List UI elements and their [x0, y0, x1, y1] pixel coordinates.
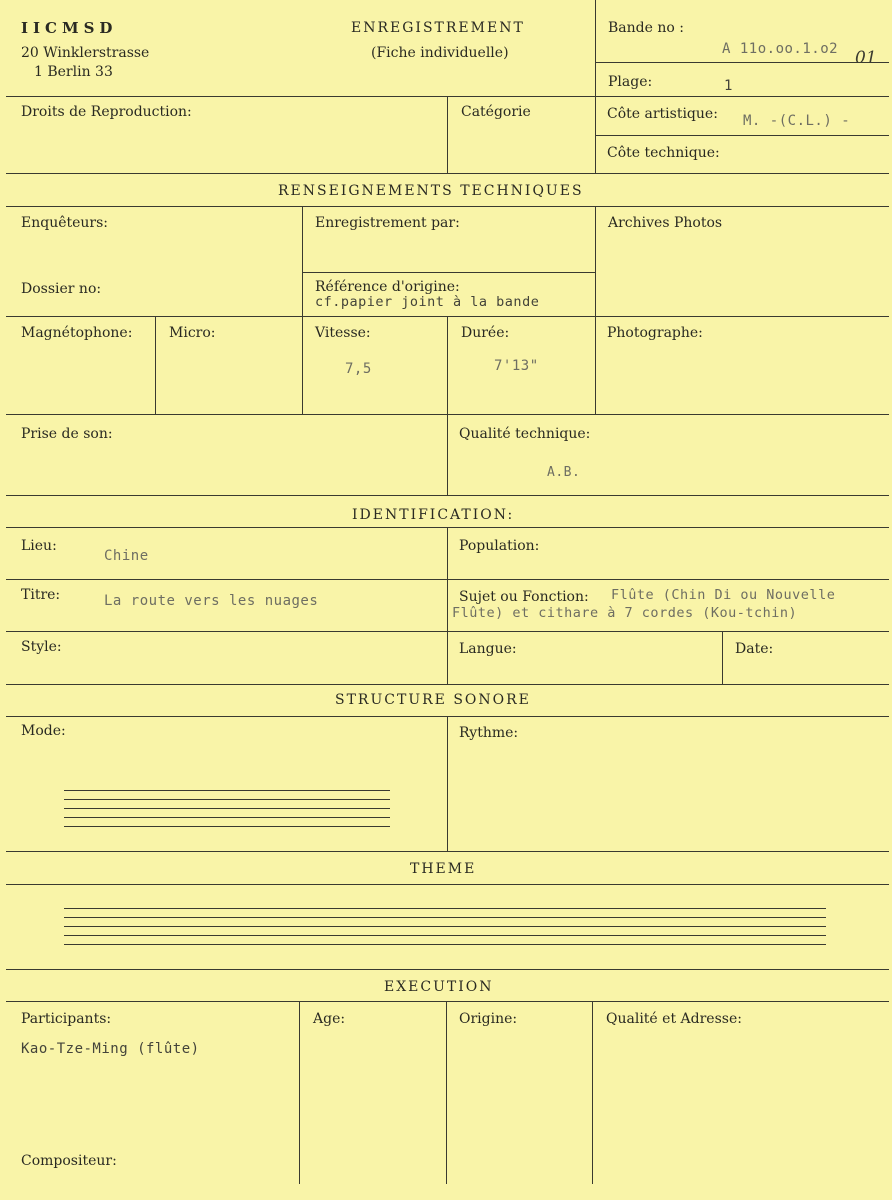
cote-artistique-value: M. -(C.L.) -: [743, 113, 851, 129]
age-label: Age:: [313, 1011, 346, 1027]
rule: [446, 1001, 447, 1184]
rule: [302, 206, 303, 414]
rule: [6, 684, 889, 685]
rule: [6, 495, 889, 496]
rule: [595, 206, 596, 414]
address-line1: 20 Winklerstrasse: [21, 45, 150, 61]
magnetophone-label: Magnétophone:: [21, 325, 133, 341]
form-subtitle: (Fiche individuelle): [371, 45, 509, 61]
enqueteurs-label: Enquêteurs:: [21, 215, 109, 231]
rule: [595, 62, 889, 63]
section-title-technical: RENSEIGNEMENTS TECHNIQUES: [278, 183, 584, 199]
rule: [299, 1001, 300, 1184]
bande-label: Bande no :: [608, 20, 684, 36]
rule: [155, 316, 156, 414]
titre-value: La route vers les nuages: [104, 593, 319, 609]
rule: [447, 716, 448, 851]
rule: [595, 135, 889, 136]
date-label: Date:: [735, 641, 774, 657]
rule: [447, 316, 448, 414]
enregistrement-par-label: Enregistrement par:: [315, 215, 460, 231]
prise-de-son-label: Prise de son:: [21, 426, 113, 442]
rule: [6, 1001, 889, 1002]
org-logo: IICMSD: [21, 19, 118, 37]
origine-label: Origine:: [459, 1011, 518, 1027]
section-title-identification: IDENTIFICATION:: [352, 507, 515, 523]
rule: [447, 414, 448, 495]
categorie-label: Catégorie: [461, 104, 531, 120]
cote-artistique-label: Côte artistique:: [607, 106, 718, 122]
rule: [595, 0, 596, 173]
qualite-technique-label: Qualité technique:: [459, 426, 591, 442]
plage-value: 1: [724, 78, 733, 94]
vitesse-label: Vitesse:: [315, 325, 371, 341]
rule: [447, 527, 448, 684]
droits-label: Droits de Reproduction:: [21, 104, 192, 120]
staff-line: [64, 799, 390, 800]
sujet-value-line1: Flûte (Chin Di ou Nouvelle: [611, 587, 836, 603]
rythme-label: Rythme:: [459, 725, 519, 741]
staff-line: [64, 790, 390, 791]
plage-label: Plage:: [608, 74, 653, 90]
staff-line: [64, 926, 826, 927]
qualite-technique-value: A.B.: [547, 465, 581, 480]
cote-technique-label: Côte technique:: [607, 145, 720, 161]
lieu-label: Lieu:: [21, 538, 57, 554]
qualite-adresse-label: Qualité et Adresse:: [606, 1011, 742, 1027]
population-label: Population:: [459, 538, 540, 554]
langue-label: Langue:: [459, 641, 517, 657]
rule: [6, 173, 889, 174]
dossier-label: Dossier no:: [21, 281, 102, 297]
reference-label: Référence d'origine:: [315, 279, 460, 295]
staff-line: [64, 826, 390, 827]
section-title-theme: THEME: [410, 861, 477, 877]
rule: [6, 851, 889, 852]
bande-handwritten: 01: [855, 48, 877, 68]
style-label: Style:: [21, 639, 62, 655]
duree-value: 7'13": [494, 358, 539, 374]
compositeur-label: Compositeur:: [21, 1153, 117, 1169]
mode-label: Mode:: [21, 723, 66, 739]
staff-line: [64, 944, 826, 945]
staff-line: [64, 817, 390, 818]
staff-line: [64, 808, 390, 809]
archives-photos-label: Archives Photos: [608, 215, 723, 231]
photographe-label: Photographe:: [607, 325, 703, 341]
rule: [6, 206, 889, 207]
reference-value: cf.papier joint à la bande: [315, 294, 540, 310]
rule: [592, 1001, 593, 1184]
form-title: ENREGISTREMENT: [351, 20, 525, 36]
section-title-structure: STRUCTURE SONORE: [335, 692, 531, 708]
micro-label: Micro:: [169, 325, 216, 341]
sujet-label: Sujet ou Fonction:: [459, 589, 589, 605]
lieu-value: Chine: [104, 548, 149, 564]
staff-line: [64, 935, 826, 936]
section-title-execution: EXECUTION: [384, 979, 494, 995]
duree-label: Durée:: [461, 325, 510, 341]
rule: [302, 272, 595, 273]
address-line2: 1 Berlin 33: [34, 64, 113, 80]
staff-line: [64, 908, 826, 909]
sujet-value-line2: Flûte) et cithare à 7 cordes (Kou-tchin): [452, 605, 798, 621]
rule: [6, 969, 889, 970]
bande-value: A 11o.oo.1.o2: [722, 41, 839, 57]
titre-label: Titre:: [21, 587, 61, 603]
rule: [447, 96, 448, 173]
participants-label: Participants:: [21, 1011, 112, 1027]
participants-value: Kao-Tze-Ming (flûte): [21, 1041, 200, 1057]
staff-line: [64, 917, 826, 918]
rule: [722, 631, 723, 684]
vitesse-value: 7,5: [345, 361, 372, 377]
rule: [6, 884, 889, 885]
